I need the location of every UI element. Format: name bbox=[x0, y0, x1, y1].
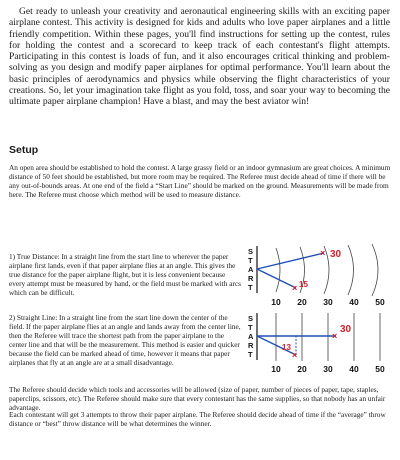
start-letter: T bbox=[248, 350, 253, 359]
distance-arc bbox=[276, 248, 280, 292]
near-distance-label: 15 bbox=[299, 280, 308, 289]
start-line-label bbox=[248, 247, 254, 292]
distance-arc bbox=[372, 244, 378, 296]
setup-paragraph: An open area should be established to hold the contest. A large grassy field or an indoor gymnasium are great choices. A minimum distance of 50 feet should be established, but more room may be required. The Referee must decide ahead of time if there will be any out-of-bounds areas. At one end of the field a “Start Line” should be marked on the ground. Measurements will be made from here. The Referee must choose which method will be used to measure distance. bbox=[9, 163, 391, 199]
tick-label: 30 bbox=[323, 364, 333, 374]
start-letter: A bbox=[248, 332, 254, 341]
start-letter: R bbox=[248, 274, 254, 283]
near-distance-label: 13 bbox=[282, 343, 291, 352]
true-distance-diagram bbox=[244, 243, 400, 307]
tick-label: 30 bbox=[323, 297, 333, 307]
start-letter: R bbox=[248, 341, 254, 350]
tick-label: 40 bbox=[349, 297, 359, 307]
tick-label: 40 bbox=[349, 364, 359, 374]
tick-label: 20 bbox=[297, 297, 307, 307]
start-letter: T bbox=[248, 256, 253, 265]
start-letter: S bbox=[248, 314, 254, 323]
far-distance-label: 30 bbox=[330, 249, 342, 260]
true-distance-paragraph: 1) True Distance: In a straight line from the start line to wherever the paper airplane first lands, even if that paper airplane flies at an angle. This gives the true distance for the paper airplane flight, but it is less convenient because every attempt must be measured by hand, or the field must be marked with arcs which can be difficult. bbox=[9, 252, 242, 297]
landing-x-icon: × bbox=[292, 350, 298, 360]
start-letter: T bbox=[248, 323, 253, 332]
setup-heading: Setup bbox=[9, 144, 39, 156]
landing-x-icon: × bbox=[320, 248, 326, 258]
distance-ticks bbox=[271, 364, 385, 374]
tick-label: 50 bbox=[375, 297, 385, 307]
straight-line-paragraph: 2) Straight Line: In a straight line from the start line down the center of the field. If the paper airplane flies at an angle and lands away from the center line, then the Referee will trace the shortest path from the paper airplane to the center line and that will be the measurement. This method is easier and quicker because the field can be marked ahead of time, however it means that paper airplanes that fly at an angle are at a small disadvantage. bbox=[9, 313, 241, 367]
tick-label: 10 bbox=[271, 297, 281, 307]
flight-path-near bbox=[257, 269, 296, 288]
start-letter: S bbox=[248, 247, 254, 256]
tick-label: 50 bbox=[375, 364, 385, 374]
straight-line-diagram bbox=[244, 310, 400, 374]
attempts-paragraph: Each contestant will get 3 attempts to throw their paper airplane. The Referee should decide ahead of time if the “average” throw distance or “best” throw distance will be what determines the winner. bbox=[9, 410, 386, 428]
far-distance-label: 30 bbox=[340, 324, 352, 335]
tick-label: 10 bbox=[271, 364, 281, 374]
intro-paragraph: Get ready to unleash your creativity and aeronautical engineering skills with an exciting paper airplane contest. This activity is designed for kids and adults who love paper airplanes and a little friendly competition. Within these pages, you'll find instructions for setting up the contest, rules for holding the contest and a scorecard to keep track of each contestant's flight attempts. Participating in this contest is loads of fun, and it also encourages critical thinking and problem-solving as you design and modify paper airplanes for optimal performance. You'll learn about the basic principles of aerodynamics and physics while observing the flight characteristics of your creations. So, let your imagination take flight as you fold, toss, and soar your way to becoming the ultimate paper airplane champion! Have a blast, and may the best aviator win! bbox=[9, 6, 390, 108]
start-line-label bbox=[248, 314, 254, 359]
distance-arc bbox=[348, 245, 354, 295]
start-letter: A bbox=[248, 265, 254, 274]
distance-ticks bbox=[271, 297, 385, 307]
tools-paragraph: The Referee should decide which tools and accessories will be allowed (size of paper, number of pieces of paper, tape, staples, paperclips, scissors, etc). The Referee should make sure that every contestant has the same supplies, so that nobody has an unfair advantage. bbox=[9, 385, 386, 412]
landing-x-icon: × bbox=[332, 331, 338, 341]
start-letter: T bbox=[248, 283, 253, 292]
landing-x-icon: × bbox=[292, 283, 298, 293]
flight-path-far bbox=[257, 253, 324, 269]
tick-label: 20 bbox=[297, 364, 307, 374]
